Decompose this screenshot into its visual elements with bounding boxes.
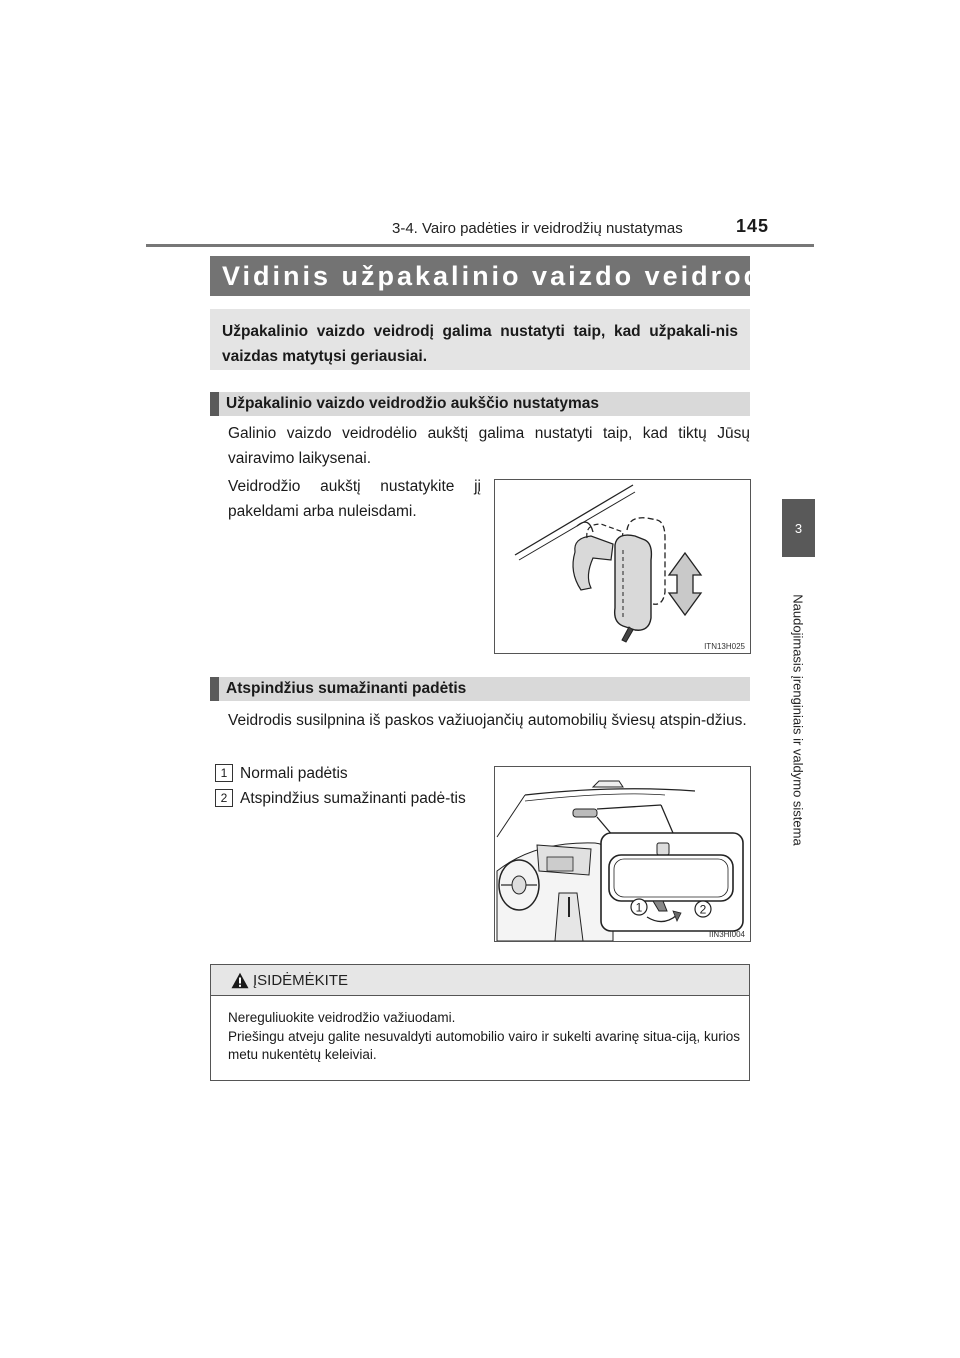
chapter-tab [782,499,815,557]
item-number-badge: 1 [215,764,233,782]
mirror-height-illustration [494,479,751,654]
height-adjustment-heading: Užpakalinio vaizdo veidrodžio aukščio nustatymas [210,392,750,416]
item-number-badge: 2 [215,789,233,807]
list-item [215,761,348,786]
caution-box [210,964,750,1081]
antiglare-heading: Atspindžius sumažinanti padėtis [210,677,750,701]
page-number: 145 [736,216,770,236]
mirror-height-drawing [495,480,750,653]
list-item [215,786,481,811]
position-label-1: 1 [635,900,643,915]
caution-title: ĮSIDĖMĖKITE [253,971,349,989]
height-paragraph-2: Veidrodžio aukštį nustatykite jį pakeldami arba nuleisdami. [228,478,481,520]
running-header-section: 3-4. Vairo padėties ir veidrodžių nustatymas [392,220,683,237]
caution-header [211,965,749,996]
figure-code: ITN13H025 [704,642,745,651]
item-label: Normali padėtis [240,765,348,782]
caution-line: Priešingu atveju galite nesuvaldyti automobilio vairo ir sukelti avarinę situa-ciją, kurios metu nukentėtų keleiviai. [228,1028,740,1062]
intro-box: Užpakalinio vaizdo veidrodį galima nustatyti taip, kad užpakali-nis vaizdas matytųsi geriausiai. [210,309,750,370]
chapter-title-vertical: Naudojimasis įrenginiais ir valdymo sistema [790,594,806,846]
item-label: Atspindžius sumažinanti padė-tis [240,790,466,807]
caution-body [211,996,749,1065]
header-divider [146,244,814,247]
chapter-number: 3 [794,520,803,536]
car-interior-drawing [495,767,750,941]
warning-triangle-icon [231,972,249,989]
antiglare-illustration [494,766,751,942]
position-label-2: 2 [699,902,707,917]
page-title: Vidinis užpakalinio vaizdo veidrodis [210,256,750,296]
figure-code: IIN3HI004 [708,930,745,939]
caution-line: Nereguliuokite veidrodžio važiuodami. [228,1010,456,1025]
height-paragraph-1: Galinio vaizdo veidrodėlio aukštį galima nustatyti taip, kad tiktų Jūsų vairavimo laikysenai. [228,425,750,467]
antiglare-paragraph: Veidrodis susilpnina iš paskos važiuojančių automobilių šviesų atspin-džius. [228,712,747,729]
